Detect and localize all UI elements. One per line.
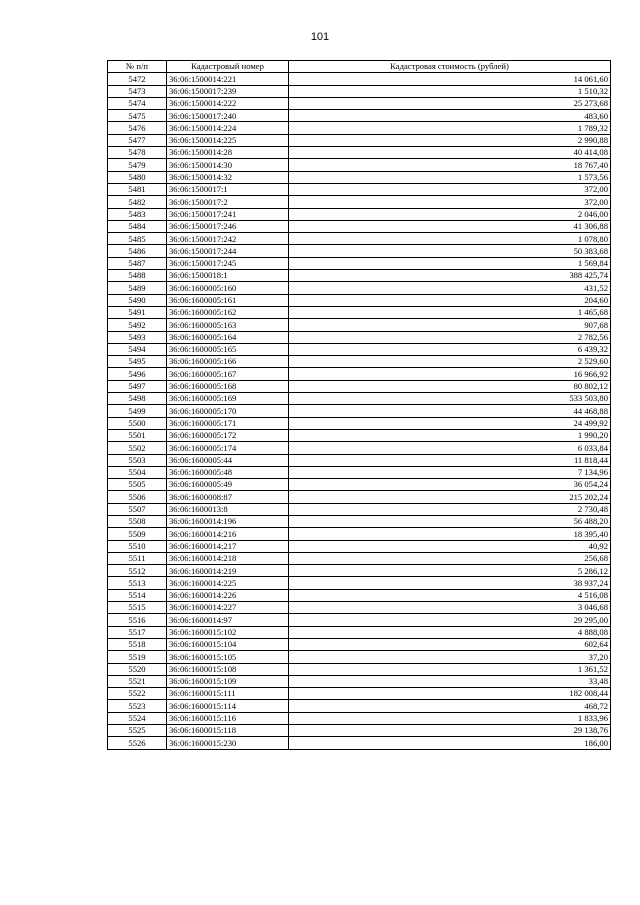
row-number-cell: 5496	[108, 368, 167, 380]
row-number-cell: 5477	[108, 134, 167, 146]
cadastral-number-cell: 36:06:1500014:28	[167, 147, 289, 159]
cadastral-value-cell: 1 569,84	[289, 257, 611, 269]
table-row	[108, 97, 611, 109]
row-number-cell: 5506	[108, 491, 167, 503]
cadastral-value-cell: 37,20	[289, 651, 611, 663]
cadastral-value-cell: 1 465,68	[289, 306, 611, 318]
table-row	[108, 208, 611, 220]
cadastral-number-cell: 36:06:1500017:246	[167, 220, 289, 232]
cadastral-number-cell: 36:06:1600005:168	[167, 380, 289, 392]
cadastral-value-cell: 1 078,80	[289, 233, 611, 245]
cadastral-number-cell: 36:06:1500014:222	[167, 97, 289, 109]
cadastral-value-cell: 1 990,20	[289, 429, 611, 441]
table-row	[108, 651, 611, 663]
cadastral-value-cell: 29 138,76	[289, 725, 611, 737]
row-number-cell: 5517	[108, 626, 167, 638]
header-row	[108, 61, 611, 73]
row-number-cell: 5492	[108, 319, 167, 331]
row-number-cell: 5523	[108, 700, 167, 712]
row-number-cell: 5487	[108, 257, 167, 269]
row-number-cell: 5516	[108, 614, 167, 626]
cadastral-number-cell: 36:06:1600005:166	[167, 356, 289, 368]
cadastral-number-cell: 36:06:1600015:230	[167, 737, 289, 749]
cadastral-value-cell: 2 730,48	[289, 503, 611, 515]
header-cadastral-value: Кадастровая стоимость (рублей)	[289, 61, 611, 73]
cadastral-value-cell: 7 134,96	[289, 466, 611, 478]
table-row	[108, 540, 611, 552]
cadastral-value-cell: 11 818,44	[289, 454, 611, 466]
cadastral-number-cell: 36:06:1600015:108	[167, 663, 289, 675]
cadastral-value-cell: 80 802,12	[289, 380, 611, 392]
cadastral-value-cell: 1 361,52	[289, 663, 611, 675]
cadastral-value-cell: 3 046,68	[289, 602, 611, 614]
row-number-cell: 5525	[108, 725, 167, 737]
cadastral-value-cell: 431,52	[289, 282, 611, 294]
cadastral-value-cell: 6 439,32	[289, 343, 611, 355]
table-row	[108, 73, 611, 85]
cadastral-number-cell: 36:06:1500018:1	[167, 270, 289, 282]
cadastral-value-cell: 182 008,44	[289, 688, 611, 700]
table-row	[108, 393, 611, 405]
cadastral-number-cell: 36:06:1600005:174	[167, 442, 289, 454]
table-row	[108, 602, 611, 614]
table-row	[108, 454, 611, 466]
table-row	[108, 725, 611, 737]
row-number-cell: 5508	[108, 515, 167, 527]
table-row	[108, 638, 611, 650]
row-number-cell: 5478	[108, 147, 167, 159]
cadastral-value-cell: 38 937,24	[289, 577, 611, 589]
cadastral-value-cell: 2 529,60	[289, 356, 611, 368]
table-row	[108, 171, 611, 183]
table-row	[108, 466, 611, 478]
cadastral-value-cell: 18 767,40	[289, 159, 611, 171]
row-number-cell: 5519	[108, 651, 167, 663]
table-row	[108, 479, 611, 491]
cadastral-value-cell: 907,68	[289, 319, 611, 331]
cadastral-number-cell: 36:06:1600015:102	[167, 626, 289, 638]
table-row	[108, 356, 611, 368]
table-row	[108, 675, 611, 687]
table-row	[108, 577, 611, 589]
table-row	[108, 503, 611, 515]
cadastral-number-cell: 36:06:1500014:30	[167, 159, 289, 171]
cadastral-value-cell: 29 295,00	[289, 614, 611, 626]
row-number-cell: 5512	[108, 565, 167, 577]
table-row	[108, 368, 611, 380]
row-number-cell: 5511	[108, 552, 167, 564]
row-number-cell: 5493	[108, 331, 167, 343]
cadastral-number-cell: 36:06:1600005:169	[167, 393, 289, 405]
cadastral-number-cell: 36:06:1600005:49	[167, 479, 289, 491]
table-row	[108, 306, 611, 318]
table-row	[108, 737, 611, 749]
cadastral-number-cell: 36:06:1600014:225	[167, 577, 289, 589]
table-row	[108, 233, 611, 245]
cadastral-number-cell: 36:06:1600005:167	[167, 368, 289, 380]
table-row	[108, 85, 611, 97]
cadastral-number-cell: 36:06:1500017:241	[167, 208, 289, 220]
table-body	[108, 73, 611, 749]
page-number: 101	[310, 31, 330, 43]
cadastral-number-cell: 36:06:1600014:196	[167, 515, 289, 527]
row-number-cell: 5484	[108, 220, 167, 232]
row-number-cell: 5481	[108, 183, 167, 195]
table-row	[108, 614, 611, 626]
cadastral-value-cell: 2 046,00	[289, 208, 611, 220]
cadastral-number-cell: 36:06:1500017:244	[167, 245, 289, 257]
cadastral-value-cell: 1 510,32	[289, 85, 611, 97]
cadastral-value-cell: 50 383,68	[289, 245, 611, 257]
row-number-cell: 5483	[108, 208, 167, 220]
table-row	[108, 491, 611, 503]
cadastral-value-cell: 40 414,08	[289, 147, 611, 159]
cadastral-value-cell: 5 286,12	[289, 565, 611, 577]
table-row	[108, 626, 611, 638]
row-number-cell: 5521	[108, 675, 167, 687]
cadastral-number-cell: 36:06:1600005:160	[167, 282, 289, 294]
table-row	[108, 528, 611, 540]
cadastral-number-cell: 36:06:1600005:165	[167, 343, 289, 355]
cadastral-value-cell: 4 888,08	[289, 626, 611, 638]
table-row	[108, 220, 611, 232]
row-number-cell: 5495	[108, 356, 167, 368]
cadastral-value-cell: 14 061,60	[289, 73, 611, 85]
table-row	[108, 122, 611, 134]
cadastral-value-cell: 18 395,40	[289, 528, 611, 540]
cadastral-number-cell: 36:06:1600005:170	[167, 405, 289, 417]
cadastral-value-cell: 533 503,80	[289, 393, 611, 405]
cadastral-value-cell: 6 033,84	[289, 442, 611, 454]
row-number-cell: 5505	[108, 479, 167, 491]
cadastral-number-cell: 36:06:1600014:218	[167, 552, 289, 564]
row-number-cell: 5497	[108, 380, 167, 392]
cadastral-value-cell: 25 273,68	[289, 97, 611, 109]
cadastral-value-cell: 204,60	[289, 294, 611, 306]
table-row	[108, 147, 611, 159]
cadastral-number-cell: 36:06:1500017:242	[167, 233, 289, 245]
row-number-cell: 5474	[108, 97, 167, 109]
table-row	[108, 380, 611, 392]
table-row	[108, 515, 611, 527]
row-number-cell: 5504	[108, 466, 167, 478]
table-row	[108, 245, 611, 257]
row-number-cell: 5503	[108, 454, 167, 466]
cadastral-value-cell: 40,92	[289, 540, 611, 552]
cadastral-number-cell: 36:06:1600013:8	[167, 503, 289, 515]
table-row	[108, 429, 611, 441]
cadastral-number-cell: 36:06:1500017:1	[167, 183, 289, 195]
table-row	[108, 196, 611, 208]
table-row	[108, 159, 611, 171]
row-number-cell: 5479	[108, 159, 167, 171]
cadastral-number-cell: 36:06:1500017:245	[167, 257, 289, 269]
header-cadastral-number: Кадастровый номер	[167, 61, 289, 73]
cadastral-number-cell: 36:06:1600005:171	[167, 417, 289, 429]
cadastral-value-cell: 41 306,88	[289, 220, 611, 232]
row-number-cell: 5510	[108, 540, 167, 552]
cadastral-value-cell: 186,00	[289, 737, 611, 749]
row-number-cell: 5491	[108, 306, 167, 318]
row-number-cell: 5522	[108, 688, 167, 700]
row-number-cell: 5494	[108, 343, 167, 355]
table-header	[108, 61, 611, 73]
cadastral-value-cell: 256,68	[289, 552, 611, 564]
cadastral-number-cell: 36:06:1600008:87	[167, 491, 289, 503]
row-number-cell: 5502	[108, 442, 167, 454]
row-number-cell: 5500	[108, 417, 167, 429]
cadastral-value-cell: 372,00	[289, 183, 611, 195]
cadastral-number-cell: 36:06:1600005:163	[167, 319, 289, 331]
cadastral-number-cell: 36:06:1600014:217	[167, 540, 289, 552]
cadastral-value-cell: 24 499,92	[289, 417, 611, 429]
cadastral-value-cell: 1 573,56	[289, 171, 611, 183]
table-row	[108, 294, 611, 306]
row-number-cell: 5475	[108, 110, 167, 122]
table-row	[108, 589, 611, 601]
cadastral-number-cell: 36:06:1500014:221	[167, 73, 289, 85]
cadastral-number-cell: 36:06:1600015:111	[167, 688, 289, 700]
row-number-cell: 5524	[108, 712, 167, 724]
row-number-cell: 5489	[108, 282, 167, 294]
cadastral-number-cell: 36:06:1600005:48	[167, 466, 289, 478]
table-row	[108, 319, 611, 331]
header-row-number: № п/п	[108, 61, 167, 73]
row-number-cell: 5488	[108, 270, 167, 282]
table-row	[108, 134, 611, 146]
row-number-cell: 5507	[108, 503, 167, 515]
row-number-cell: 5514	[108, 589, 167, 601]
table-row	[108, 331, 611, 343]
cadastral-value-table	[107, 60, 611, 750]
table-row	[108, 343, 611, 355]
table-row	[108, 663, 611, 675]
row-number-cell: 5499	[108, 405, 167, 417]
cadastral-number-cell: 36:06:1600005:164	[167, 331, 289, 343]
table-row	[108, 417, 611, 429]
table-row	[108, 712, 611, 724]
cadastral-value-cell: 372,00	[289, 196, 611, 208]
cadastral-number-cell: 36:06:1600015:118	[167, 725, 289, 737]
table-row	[108, 183, 611, 195]
cadastral-value-cell: 1 789,32	[289, 122, 611, 134]
table-row	[108, 565, 611, 577]
cadastral-value-cell: 33,48	[289, 675, 611, 687]
cadastral-number-cell: 36:06:1600005:161	[167, 294, 289, 306]
table-row	[108, 270, 611, 282]
cadastral-number-cell: 36:06:1600015:114	[167, 700, 289, 712]
row-number-cell: 5518	[108, 638, 167, 650]
cadastral-number-cell: 36:06:1500017:2	[167, 196, 289, 208]
cadastral-value-cell: 4 516,08	[289, 589, 611, 601]
row-number-cell: 5473	[108, 85, 167, 97]
cadastral-number-cell: 36:06:1600014:97	[167, 614, 289, 626]
row-number-cell: 5501	[108, 429, 167, 441]
cadastral-value-cell: 2 782,56	[289, 331, 611, 343]
cadastral-number-cell: 36:06:1600014:226	[167, 589, 289, 601]
row-number-cell: 5515	[108, 602, 167, 614]
cadastral-number-cell: 36:06:1600015:116	[167, 712, 289, 724]
cadastral-value-cell: 16 966,92	[289, 368, 611, 380]
row-number-cell: 5486	[108, 245, 167, 257]
table-row	[108, 110, 611, 122]
cadastral-value-cell: 36 054,24	[289, 479, 611, 491]
row-number-cell: 5498	[108, 393, 167, 405]
cadastral-number-cell: 36:06:1600015:105	[167, 651, 289, 663]
cadastral-value-cell: 1 833,96	[289, 712, 611, 724]
cadastral-value-cell: 468,72	[289, 700, 611, 712]
cadastral-number-cell: 36:06:1500014:32	[167, 171, 289, 183]
row-number-cell: 5490	[108, 294, 167, 306]
table-row	[108, 688, 611, 700]
table-row	[108, 257, 611, 269]
cadastral-value-cell: 215 202,24	[289, 491, 611, 503]
cadastral-number-cell: 36:06:1600005:172	[167, 429, 289, 441]
cadastral-number-cell: 36:06:1600005:44	[167, 454, 289, 466]
cadastral-value-cell: 56 488,20	[289, 515, 611, 527]
cadastral-number-cell: 36:06:1500014:224	[167, 122, 289, 134]
cadastral-value-cell: 602,64	[289, 638, 611, 650]
table-row	[108, 405, 611, 417]
row-number-cell: 5485	[108, 233, 167, 245]
table-row	[108, 552, 611, 564]
row-number-cell: 5476	[108, 122, 167, 134]
cadastral-number-cell: 36:06:1500017:239	[167, 85, 289, 97]
cadastral-number-cell: 36:06:1500014:225	[167, 134, 289, 146]
cadastral-number-cell: 36:06:1600005:162	[167, 306, 289, 318]
row-number-cell: 5520	[108, 663, 167, 675]
cadastral-value-cell: 2 990,88	[289, 134, 611, 146]
cadastral-value-cell: 44 468,88	[289, 405, 611, 417]
cadastral-number-cell: 36:06:1600014:216	[167, 528, 289, 540]
row-number-cell: 5480	[108, 171, 167, 183]
cadastral-value-cell: 388 425,74	[289, 270, 611, 282]
cadastral-number-cell: 36:06:1600015:109	[167, 675, 289, 687]
row-number-cell: 5482	[108, 196, 167, 208]
row-number-cell: 5472	[108, 73, 167, 85]
cadastral-number-cell: 36:06:1600014:219	[167, 565, 289, 577]
table-row	[108, 442, 611, 454]
cadastral-value-cell: 483,60	[289, 110, 611, 122]
table-row	[108, 700, 611, 712]
cadastral-number-cell: 36:06:1600015:104	[167, 638, 289, 650]
table-row	[108, 282, 611, 294]
row-number-cell: 5526	[108, 737, 167, 749]
cadastral-number-cell: 36:06:1600014:227	[167, 602, 289, 614]
cadastral-number-cell: 36:06:1500017:240	[167, 110, 289, 122]
row-number-cell: 5513	[108, 577, 167, 589]
row-number-cell: 5509	[108, 528, 167, 540]
